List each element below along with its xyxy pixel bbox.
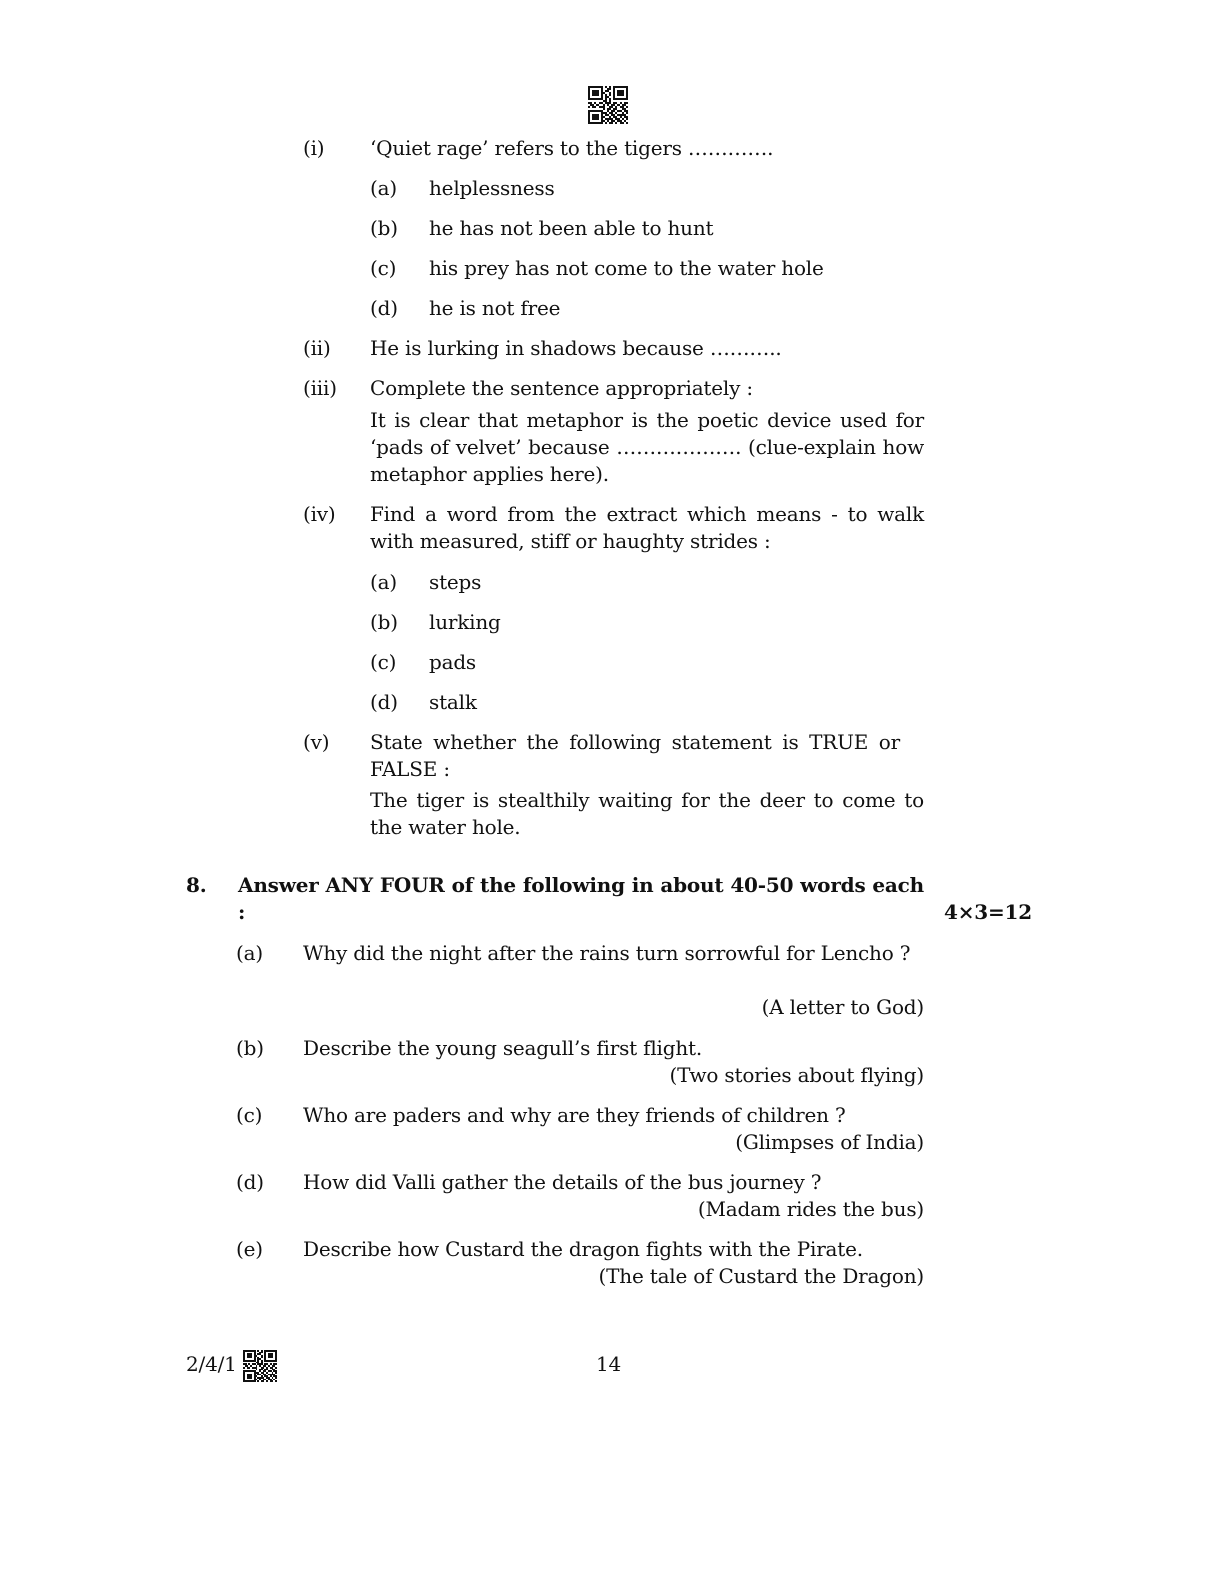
option-label: (d) [370, 296, 398, 320]
item-source: (Glimpses of India) [735, 1130, 924, 1154]
option-text: pads [429, 650, 476, 674]
item-label: (c) [236, 1103, 263, 1127]
question-number: (i) [303, 136, 325, 160]
option-label: (b) [370, 216, 398, 240]
question-number: (iv) [303, 502, 336, 526]
item-text: Describe how Custard the dragon fights with the Pirate. [303, 1237, 863, 1261]
option-text: he is not free [429, 296, 561, 320]
qr-code-icon [243, 1350, 277, 1382]
qr-code-icon [588, 86, 628, 124]
option-text: his prey has not come to the water hole [429, 256, 824, 280]
option-label: (a) [370, 570, 397, 594]
item-text: Who are paders and why are they friends of children ? [303, 1103, 846, 1127]
option-label: (d) [370, 690, 398, 714]
item-text: Describe the young seagull’s first flight. [303, 1036, 703, 1060]
item-source: (Two stories about flying) [669, 1063, 924, 1087]
option-text: helplessness [429, 176, 555, 200]
option-label: (a) [370, 176, 397, 200]
option-label: (c) [370, 650, 397, 674]
item-source: (Madam rides the bus) [697, 1197, 924, 1221]
item-label: (a) [236, 941, 263, 965]
question-text: Complete the sentence appropriately : [370, 376, 753, 400]
question-number: (iii) [303, 376, 337, 400]
question-body: It is clear that metaphor is the poetic device used for ‘pads of velvet’ because ………………. (clue-explain how metaphor applies here). [370, 408, 924, 486]
question-text: ‘Quiet rage’ refers to the tigers …………. [370, 136, 774, 160]
option-text: stalk [429, 690, 477, 714]
marks-label: 4×3=12 [944, 900, 1032, 924]
option-text: lurking [429, 610, 501, 634]
question-text: Find a word from the extract which means - to walk with measured, stiff or haughty strides : [370, 502, 924, 553]
item-source: (A letter to God) [761, 995, 924, 1019]
option-text: steps [429, 570, 482, 594]
item-text: How did Valli gather the details of the bus journey ? [303, 1170, 822, 1194]
paper-code: 2/4/1 [186, 1352, 237, 1376]
option-label: (b) [370, 610, 398, 634]
item-text: Why did the night after the rains turn sorrowful for Lencho ? [303, 941, 911, 965]
option-label: (c) [370, 256, 397, 280]
question-text: State whether the following statement is TRUE or FALSE : [370, 730, 900, 781]
option-text: he has not been able to hunt [429, 216, 714, 240]
question-number: (ii) [303, 336, 331, 360]
question-text: He is lurking in shadows because ……….. [370, 336, 782, 360]
item-label: (d) [236, 1170, 264, 1194]
question-number: 8. [186, 873, 207, 897]
page-number: 14 [596, 1352, 622, 1376]
item-label: (b) [236, 1036, 264, 1060]
item-label: (e) [236, 1237, 263, 1261]
question-body: The tiger is stealthily waiting for the deer to come to the water hole. [370, 788, 924, 839]
question-instruction: Answer ANY FOUR of the following in about 40-50 words each : [238, 873, 924, 924]
question-number: (v) [303, 730, 330, 754]
item-source: (The tale of Custard the Dragon) [598, 1264, 924, 1288]
